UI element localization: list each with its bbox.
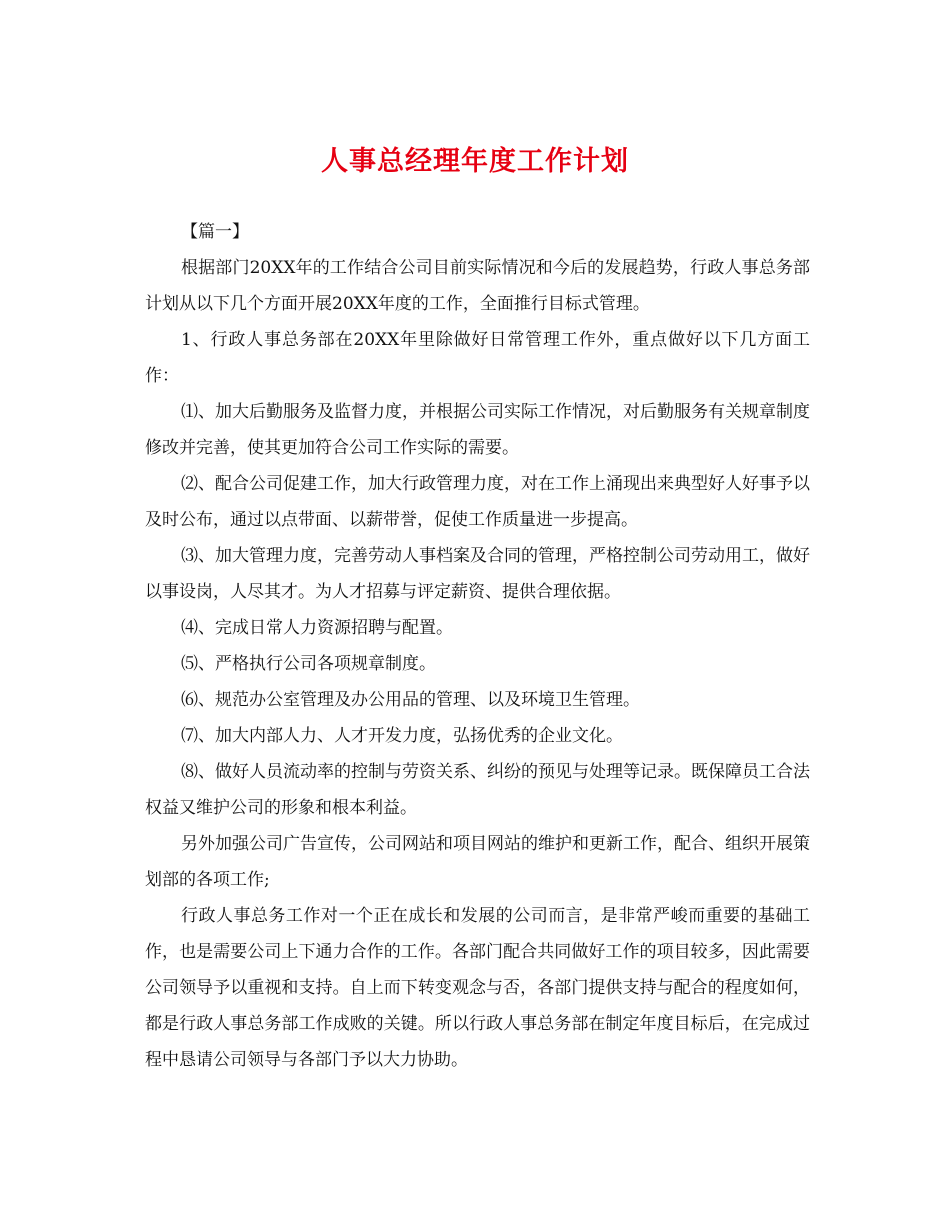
document-title: 人事总经理年度工作计划 bbox=[321, 146, 629, 177]
paragraph: ⑹、规范办公室管理及办公用品的管理、以及环境卫生管理。 bbox=[181, 690, 640, 710]
paragraph: 根据部门20XX年的工作结合公司目前实际情况和今后的发展趋势，行政人事总务部计划从以下几个方面开展20XX年度的工作，全面推行目标式管理。 bbox=[145, 258, 810, 314]
paragraph: ⑺、加大内部人力、人才开发力度，弘扬优秀的企业文化。 bbox=[181, 726, 623, 746]
paragraph: ⑷、完成日常人力资源招聘与配置。 bbox=[181, 618, 453, 638]
paragraph: ⑵、配合公司促建工作，加大行政管理力度，对在工作上涌现出来典型好人好事予以及时公布，通过以点带面、以薪带誉，促使工作质量进一步提高。 bbox=[145, 474, 810, 530]
paragraph: 1、行政人事总务部在20XX年里除做好日常管理工作外，重点做好以下几方面工作： bbox=[145, 330, 810, 386]
paragraph: ⑴、加大后勤服务及监督力度，并根据公司实际工作情况，对后勤服务有关规章制度修改并完善，使其更加符合公司工作实际的需要。 bbox=[145, 402, 810, 458]
paragraph: ⑶、加大管理力度，完善劳动人事档案及合同的管理，严格控制公司劳动用工，做好以事设岗，人尽其才。为人才招募与评定薪资、提供合理依据。 bbox=[145, 546, 810, 602]
paragraph: 行政人事总务工作对一个正在成长和发展的公司而言，是非常严峻而重要的基础工作，也是需要公司上下通力合作的工作。各部门配合共同做好工作的项目较多，因此需要公司领导予以重视和支持。自上而下转变观念与否，各部门提供支持与配合的程度如何，都是行政人事总务部工作成败的关键。所以行政人事总务部在制定年度目标后，在完成过程中恳请公司领导与各部门予以大力协助。 bbox=[145, 906, 810, 1070]
section-label: 【篇一】 bbox=[181, 222, 249, 242]
document-body bbox=[145, 214, 810, 1078]
paragraph: ⑻、做好人员流动率的控制与劳资关系、纠纷的预见与处理等记录。既保障员工合法权益又维护公司的形象和根本利益。 bbox=[145, 762, 810, 818]
paragraph: ⑸、严格执行公司各项规章制度。 bbox=[181, 654, 436, 674]
paragraph: 另外加强公司广告宣传，公司网站和项目网站的维护和更新工作，配合、组织开展策划部的各项工作; bbox=[145, 834, 810, 890]
